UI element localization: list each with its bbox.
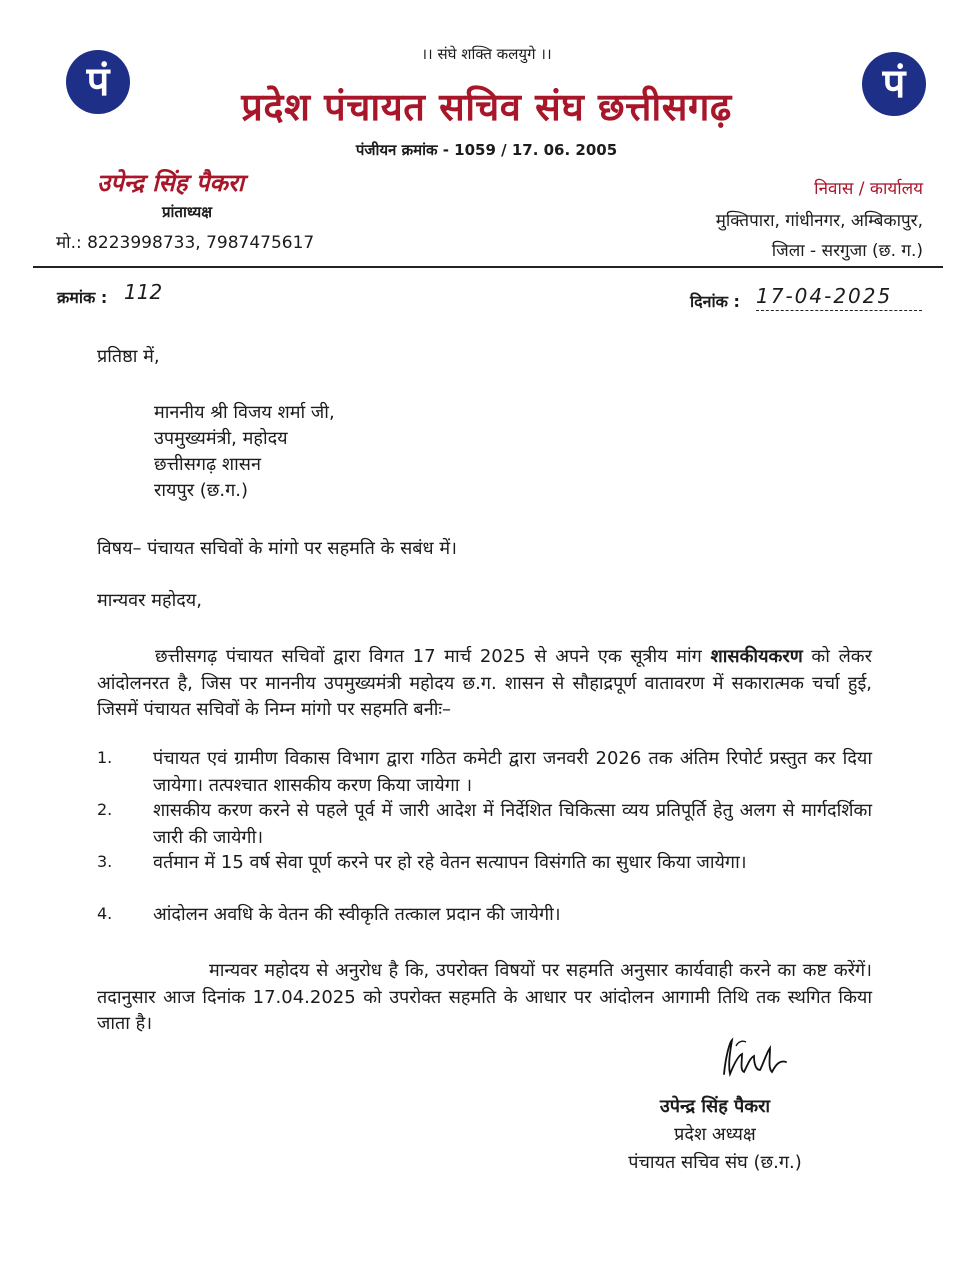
address-line-1: मुक्तिपारा, गांधीनगर, अम्बिकापुर, — [715, 211, 923, 231]
subject-line: विषय– पंचायत सचिवों के मांगो पर सहमति के सबंध में। — [97, 538, 457, 559]
org-logo-right: पं — [862, 52, 926, 116]
address-heading: निवास / कार्यालय — [814, 179, 923, 199]
closing-paragraph: मान्यवर महोदय से अनुरोध है कि, उपरोक्त विषयों पर सहमति अनुसार कार्यवाही करने का कष्ट करेंगें। तदानुसार आज दिनांक 17.04.2025 को उपरोक्त सहमति के आधार पर आंदोलन आगामी तिथि तक स्थगित किया जाता है। — [97, 960, 872, 1034]
date-label: दिनांक : — [690, 292, 740, 311]
mobile-numbers: मो.: 8223998733, 7987475617 — [56, 233, 315, 253]
signature-scribble — [716, 1034, 796, 1084]
recipient-line: रायपुर (छ.ग.) — [154, 480, 249, 501]
recipient-line: छत्तीसगढ़ शासन — [154, 454, 261, 475]
intro-paragraph — [97, 644, 872, 724]
signatory-name: उपेन्द्र सिंह पैकरा — [659, 1096, 771, 1117]
letterhead-divider — [33, 266, 943, 268]
address-line-2: जिला - सरगुजा (छ. ग.) — [771, 241, 923, 261]
recipient-line: माननीय श्री विजय शर्मा जी, — [154, 402, 335, 423]
intro-text-cont: को लेकर आंदोलनरत है, जिस पर माननीय उपमुख्यमंत्री महोदय छ.ग. शासन से सौहाद्रपूर्ण वातावरण में सकारात्मक चर्चा हुई, जिसमें पंचायत सचिवों के निम्न मांगो पर सहमति बनीः– — [97, 646, 872, 720]
president-title: प्रांताध्यक्ष — [162, 203, 212, 221]
recipient-line: उपमुख्यमंत्री, महोदय — [154, 428, 288, 449]
president-name: उपेन्द्र सिंह पैकरा — [97, 169, 244, 197]
intro-keyword: शासकीयकरण — [710, 646, 803, 667]
organization-title: प्रदेश पंचायत सचिव संघ छत्तीसगढ़ — [241, 85, 732, 129]
point-text: आंदोलन अवधि के वेतन की स्वीकृति तत्काल प्रदान की जायेगी। — [153, 904, 561, 925]
org-logo-left: पं — [66, 50, 130, 114]
registration-number: पंजीयन क्रमांक - 1059 / 17. 06. 2005 — [355, 141, 618, 159]
point-number: 2. — [97, 800, 113, 819]
salutation: प्रतिष्ठा में, — [97, 346, 160, 367]
point-text: वर्तमान में 15 वर्ष सेवा पूर्ण करने पर हो रहे वेतन सत्यापन विसंगति का सुधार किया जायेगा। — [153, 852, 747, 873]
signatory-organization: पंचायत सचिव संघ (छ.ग.) — [628, 1152, 802, 1173]
motto: ।। संघे शक्ति कलयुगे ।। — [421, 45, 552, 63]
greeting: मान्यवर महोदय, — [97, 590, 202, 611]
point-text: शासकीय करण करने से पहले पूर्व में जारी आदेश में निर्देशित चिकित्सा व्यय प्रतिपूर्ति हेतु अलग से मार्गदर्शिका जारी की जायेगी। — [153, 800, 872, 848]
point-number: 1. — [97, 748, 113, 767]
intro-text: छत्तीसगढ़ पंचायत सचिवों द्वारा विगत 17 मार्च 2025 से अपने एक सूत्रीय मांग — [155, 646, 702, 667]
point-text: पंचायत एवं ग्रामीण विकास विभाग द्वारा गठित कमेटी द्वारा जनवरी 2026 तक अंतिम रिपोर्ट प्रस्तुत कर दिया जायेगा। तत्पश्चात शासकीय करण किया जायेगा । — [153, 748, 872, 796]
point-number: 4. — [97, 904, 113, 923]
reference-number: 112 — [124, 280, 163, 304]
reference-label: क्रमांक : — [57, 288, 108, 307]
date-underline — [756, 310, 922, 311]
point-number: 3. — [97, 852, 113, 871]
letter-date: 17-04-2025 — [756, 284, 893, 308]
signatory-designation: प्रदेश अध्यक्ष — [674, 1124, 756, 1145]
